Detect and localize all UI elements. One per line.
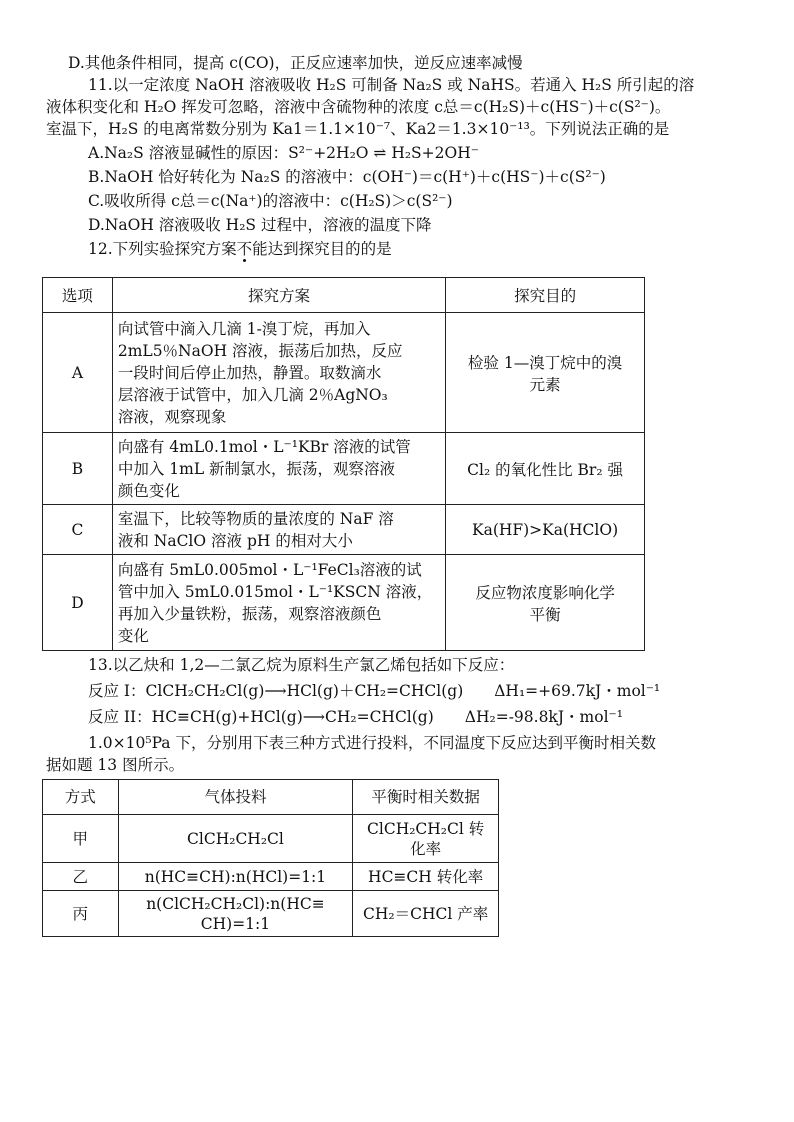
feed-line: ClCH₂CH₂Cl <box>187 829 284 848</box>
header-data: 平衡时相关数据 <box>353 780 499 815</box>
plan-line: 中加入 1mL 新制氯水，振荡，观察溶液 <box>117 459 396 478</box>
plan-line: 室温下，比较等物质的量浓度的 NaF 溶 <box>117 509 394 528</box>
q13-reaction-2: 反应 II：HC≡CH(g)+HCl(g)⟶CH₂=CHCl(g) ΔH₂=-98.8kJ・mol⁻¹ <box>88 708 623 726</box>
q12-stem <box>88 238 392 260</box>
table-row <box>43 815 499 863</box>
row-mode: 丙 <box>43 891 119 937</box>
q13-table <box>42 779 499 937</box>
header-option: 选项 <box>43 278 113 313</box>
feed-line: n(ClCH₂CH₂Cl):n(HC≡ <box>146 894 325 913</box>
row-plan <box>112 505 445 555</box>
table-row <box>43 433 645 505</box>
q12-stem-part1: 12.下列实验探究方案 <box>88 240 237 258</box>
row-feed <box>118 815 353 863</box>
plan-line: 向盛有 5mL0.005mol・L⁻¹FeCl₃溶液的试 <box>117 560 422 579</box>
q11-option-b: B.NaOH 恰好转化为 Na₂S 的溶液中：c(OH⁻)＝c(H⁺)＋c(HS⁻)＋c(S²⁻) <box>88 168 606 186</box>
row-option: C <box>43 505 113 555</box>
plan-line: 层溶液于试管中，加入几滴 2％AgNO₃ <box>117 385 388 404</box>
data-line: 化率 <box>410 839 442 858</box>
feed-line: CH)=1:1 <box>200 914 271 933</box>
q12-table <box>42 277 645 651</box>
row-plan <box>112 433 445 505</box>
table-row <box>43 891 499 937</box>
row-plan <box>112 555 445 651</box>
q13-reaction-1: 反应 I：ClCH₂CH₂Cl(g)⟶HCl(g)＋CH₂=CHCl(g) ΔH₁=+69.7kJ・mol⁻¹ <box>88 682 661 700</box>
row-feed <box>118 863 353 891</box>
row-option: B <box>43 433 113 505</box>
q11-option-c: C.吸收所得 c总＝c(Na⁺)的溶液中：c(H₂S)＞c(S²⁻) <box>88 192 453 210</box>
q12-table-header <box>43 278 645 313</box>
plan-line: 向盛有 4mL0.1mol・L⁻¹KBr 溶液的试管 <box>117 437 411 456</box>
data-line: HC≡CH 转化率 <box>368 867 484 886</box>
header-feed: 气体投料 <box>118 780 353 815</box>
q13-stem: 13.以乙炔和 1,2—二氯乙烷为原料生产氯乙烯包括如下反应： <box>88 656 515 674</box>
row-goal <box>446 505 645 555</box>
plan-line: 管中加入 5mL0.015mol・L⁻¹KSCN 溶液， <box>117 582 433 601</box>
row-option: A <box>43 313 113 433</box>
row-mode: 乙 <box>43 863 119 891</box>
q13-table-header <box>43 780 499 815</box>
table-row <box>43 555 645 651</box>
q11-option-d: D.NaOH 溶液吸收 H₂S 过程中，溶液的温度下降 <box>88 216 432 234</box>
row-data <box>353 815 499 863</box>
table-row <box>43 505 645 555</box>
q13-condition-line2: 据如题 13 图所示。 <box>46 756 185 774</box>
data-line: ClCH₂CH₂Cl 转 <box>367 819 485 838</box>
table-row <box>43 313 645 433</box>
q12-emphasis-not: 不 <box>236 240 253 258</box>
plan-line: 再加入少量铁粉，振荡，观察溶液颜色 <box>117 604 382 623</box>
row-option: D <box>43 555 113 651</box>
plan-line: 溶液，观察现象 <box>117 407 227 426</box>
header-goal: 探究目的 <box>446 278 645 313</box>
q12-stem-part2: 能达到探究目的的是 <box>252 240 392 258</box>
plan-line: 液和 NaClO 溶液 pH 的相对大小 <box>117 531 353 550</box>
row-goal <box>446 313 645 433</box>
goal-line: 检验 1—溴丁烷中的溴 <box>467 353 623 372</box>
q13-condition-line1: 1.0×10⁵Pa 下，分别用下表三种方式进行投料，不同温度下反应达到平衡时相关数 <box>88 734 656 752</box>
header-plan: 探究方案 <box>112 278 445 313</box>
plan-line: 颜色变化 <box>117 481 180 500</box>
q10-option-d: D.其他条件相同，提高 c(CO)，正反应速率加快，逆反应速率减慢 <box>68 54 523 72</box>
goal-line: 元素 <box>529 375 561 394</box>
row-data <box>353 863 499 891</box>
plan-line: 向试管中滴入几滴 1-溴丁烷，再加入 <box>117 319 371 338</box>
q11-stem-line1: 11.以一定浓度 NaOH 溶液吸收 H₂S 可制备 Na₂S 或 NaHS。若通入 H₂S 所引起的溶 <box>88 76 695 94</box>
q11-option-a: A.Na₂S 溶液显碱性的原因：S²⁻+2H₂O ⇌ H₂S+2OH⁻ <box>88 144 479 162</box>
row-goal <box>446 555 645 651</box>
goal-line: Ka(HF)>Ka(HClO) <box>472 520 619 539</box>
plan-line: 2mL5％NaOH 溶液，振荡后加热，反应 <box>117 341 403 360</box>
q11-stem-line3: 室温下，H₂S 的电离常数分别为 Ka1＝1.1×10⁻⁷、Ka2＝1.3×10⁻¹³。下列说法正确的是 <box>46 120 670 138</box>
row-plan <box>112 313 445 433</box>
plan-line: 变化 <box>117 626 149 645</box>
row-goal <box>446 433 645 505</box>
header-mode: 方式 <box>43 780 119 815</box>
plan-line: 一段时间后停止加热，静置。取数滴水 <box>117 363 382 382</box>
goal-line: 反应物浓度影响化学 <box>475 583 615 602</box>
row-feed <box>118 891 353 937</box>
goal-line: 平衡 <box>529 605 561 624</box>
row-mode: 甲 <box>43 815 119 863</box>
q11-stem-line2: 液体积变化和 H₂O 挥发可忽略，溶液中含硫物种的浓度 c总＝c(H₂S)＋c(HS⁻)＋c(S²⁻)。 <box>46 98 671 116</box>
feed-line: n(HC≡CH):n(HCl)=1:1 <box>144 867 327 886</box>
data-line: CH₂＝CHCl 产率 <box>363 904 489 923</box>
goal-line: Cl₂ 的氧化性比 Br₂ 强 <box>467 460 623 479</box>
row-data <box>353 891 499 937</box>
table-row <box>43 863 499 891</box>
